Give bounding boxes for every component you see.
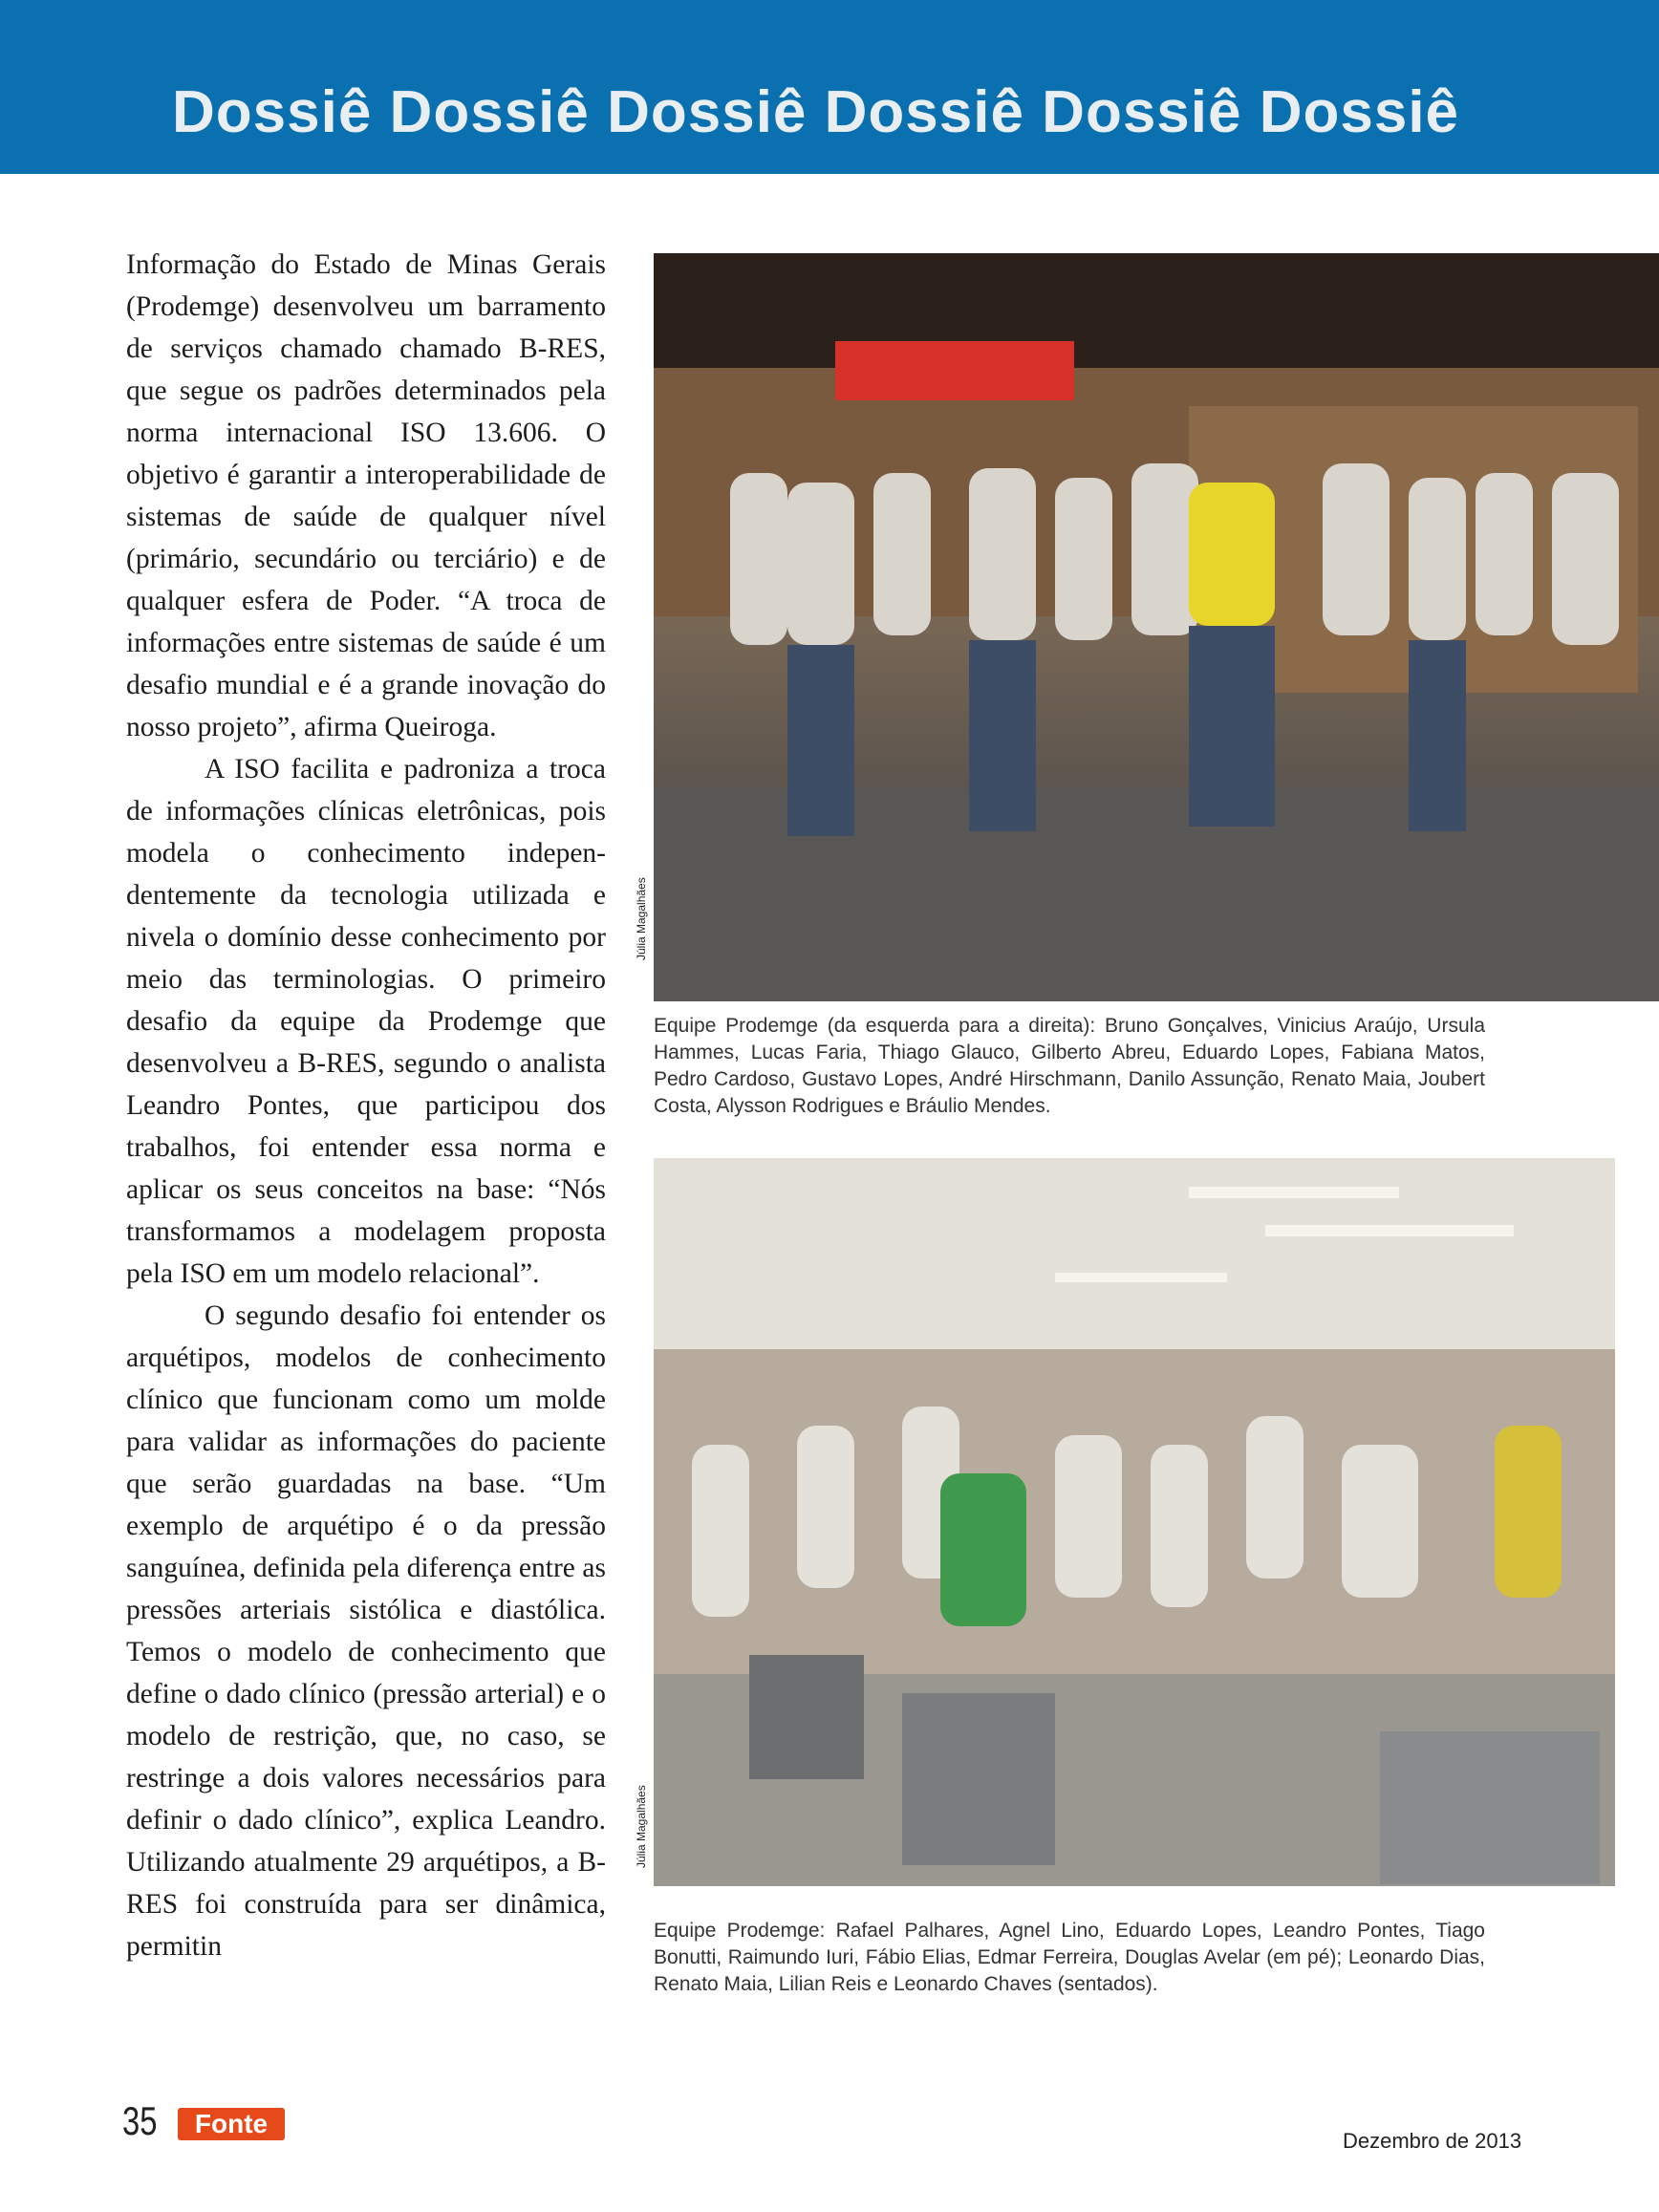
article-paragraph: A ISO facilita e padroniza a troca de informações clínicas eletrônicas, pois modela o conhecimento independentemente da tecnologia utilizada e nivela o domínio desse conhecimento por meio das terminologias. O primeiro desafio da equipe da Prodemge que desenvolveu a B-RES, segundo o analista Leandro Pontes, que participou dos trabalhos, foi entender essa norma e aplicar os seus conceitos na base: “Nós transformamos a modelagem proposta pela ISO em um modelo relacional”. <box>126 754 606 1289</box>
section-title: Dossiê Dossiê Dossiê Dossiê Dossiê Dossiê <box>172 79 1460 145</box>
team-photo-2 <box>654 1158 1615 1886</box>
photo-caption: Equipe Prodemge: Rafael Palhares, Agnel Lino, Eduardo Lopes, Leandro Pontes, Tiago Bonutti, Raimundo Iuri, Fábio Elias, Edmar Ferreira, Douglas Avelar (em pé); Leonardo Dias, Renato Maia, Lilian Reis e Leonardo Chaves (sentados). <box>654 1920 1485 1995</box>
photo-credit: Júlia Magalhães <box>635 877 648 960</box>
photo-caption: Equipe Prodemge (da esquerda para a direita): Bruno Gonçalves, Vinicius Araújo, Ursula Hammes, Lucas Faria, Thiago Glauco, Gilberto Abreu, Eduardo Lopes, Fabiana Matos, Pedro Cardoso, Gustavo Lopes, André Hirschmann, Danilo Assunção, Renato Maia, Joubert Costa, Alysson Rodrigues e Bráulio Mendes. <box>654 1015 1485 1117</box>
photo-credit: Júlia Magalhães <box>635 1785 648 1868</box>
issue-date: Dezembro de 2013 <box>1343 2129 1522 2153</box>
team-photo-1-illustration <box>654 253 1659 1001</box>
page-number: 35 <box>122 2098 158 2143</box>
article-body <box>126 244 606 1967</box>
team-photo-1 <box>654 253 1659 1001</box>
fonte-logo <box>178 2108 285 2140</box>
page-header <box>0 0 1659 174</box>
team-photo-2-illustration <box>654 1158 1615 1886</box>
article-paragraph: Informação do Estado de Minas Gerais (Prodemge) desenvolveu um barramento de serviços chamado chamado B-RES, que segue os padrões determinados pela norma internacional ISO 13.606. O objetivo é garantir a interoperabilidade de sistemas de saúde de qualquer nível (primário, secundário ou terciário) e de qualquer esfera de Poder. “A troca de informações entre sistemas de saúde é um desafio mundial e é a grande inovação do nosso projeto”, afirma Queiroga. <box>126 249 606 742</box>
logo-text: Fonte <box>194 2109 269 2138</box>
article-paragraph: O segundo desafio foi entender os arquétipos, modelos de conhecimento clínico que funcionam como um molde para validar as informações do paciente que serão guardadas na base. “Um exemplo de arquétipo é o da pressão sanguínea, definida pela diferença entre as pressões arteriais sistólica e diastólica. Temos o modelo de conhecimento que define o dado clínico (pressão arterial) e o modelo de restrição, que, no caso, se restringe a dois valores necessários para definir o dado clínico”, explica Leandro. Utilizando atualmente 29 arquétipos, a B-RES foi construída para ser dinâmica, permitin <box>126 1300 606 1962</box>
